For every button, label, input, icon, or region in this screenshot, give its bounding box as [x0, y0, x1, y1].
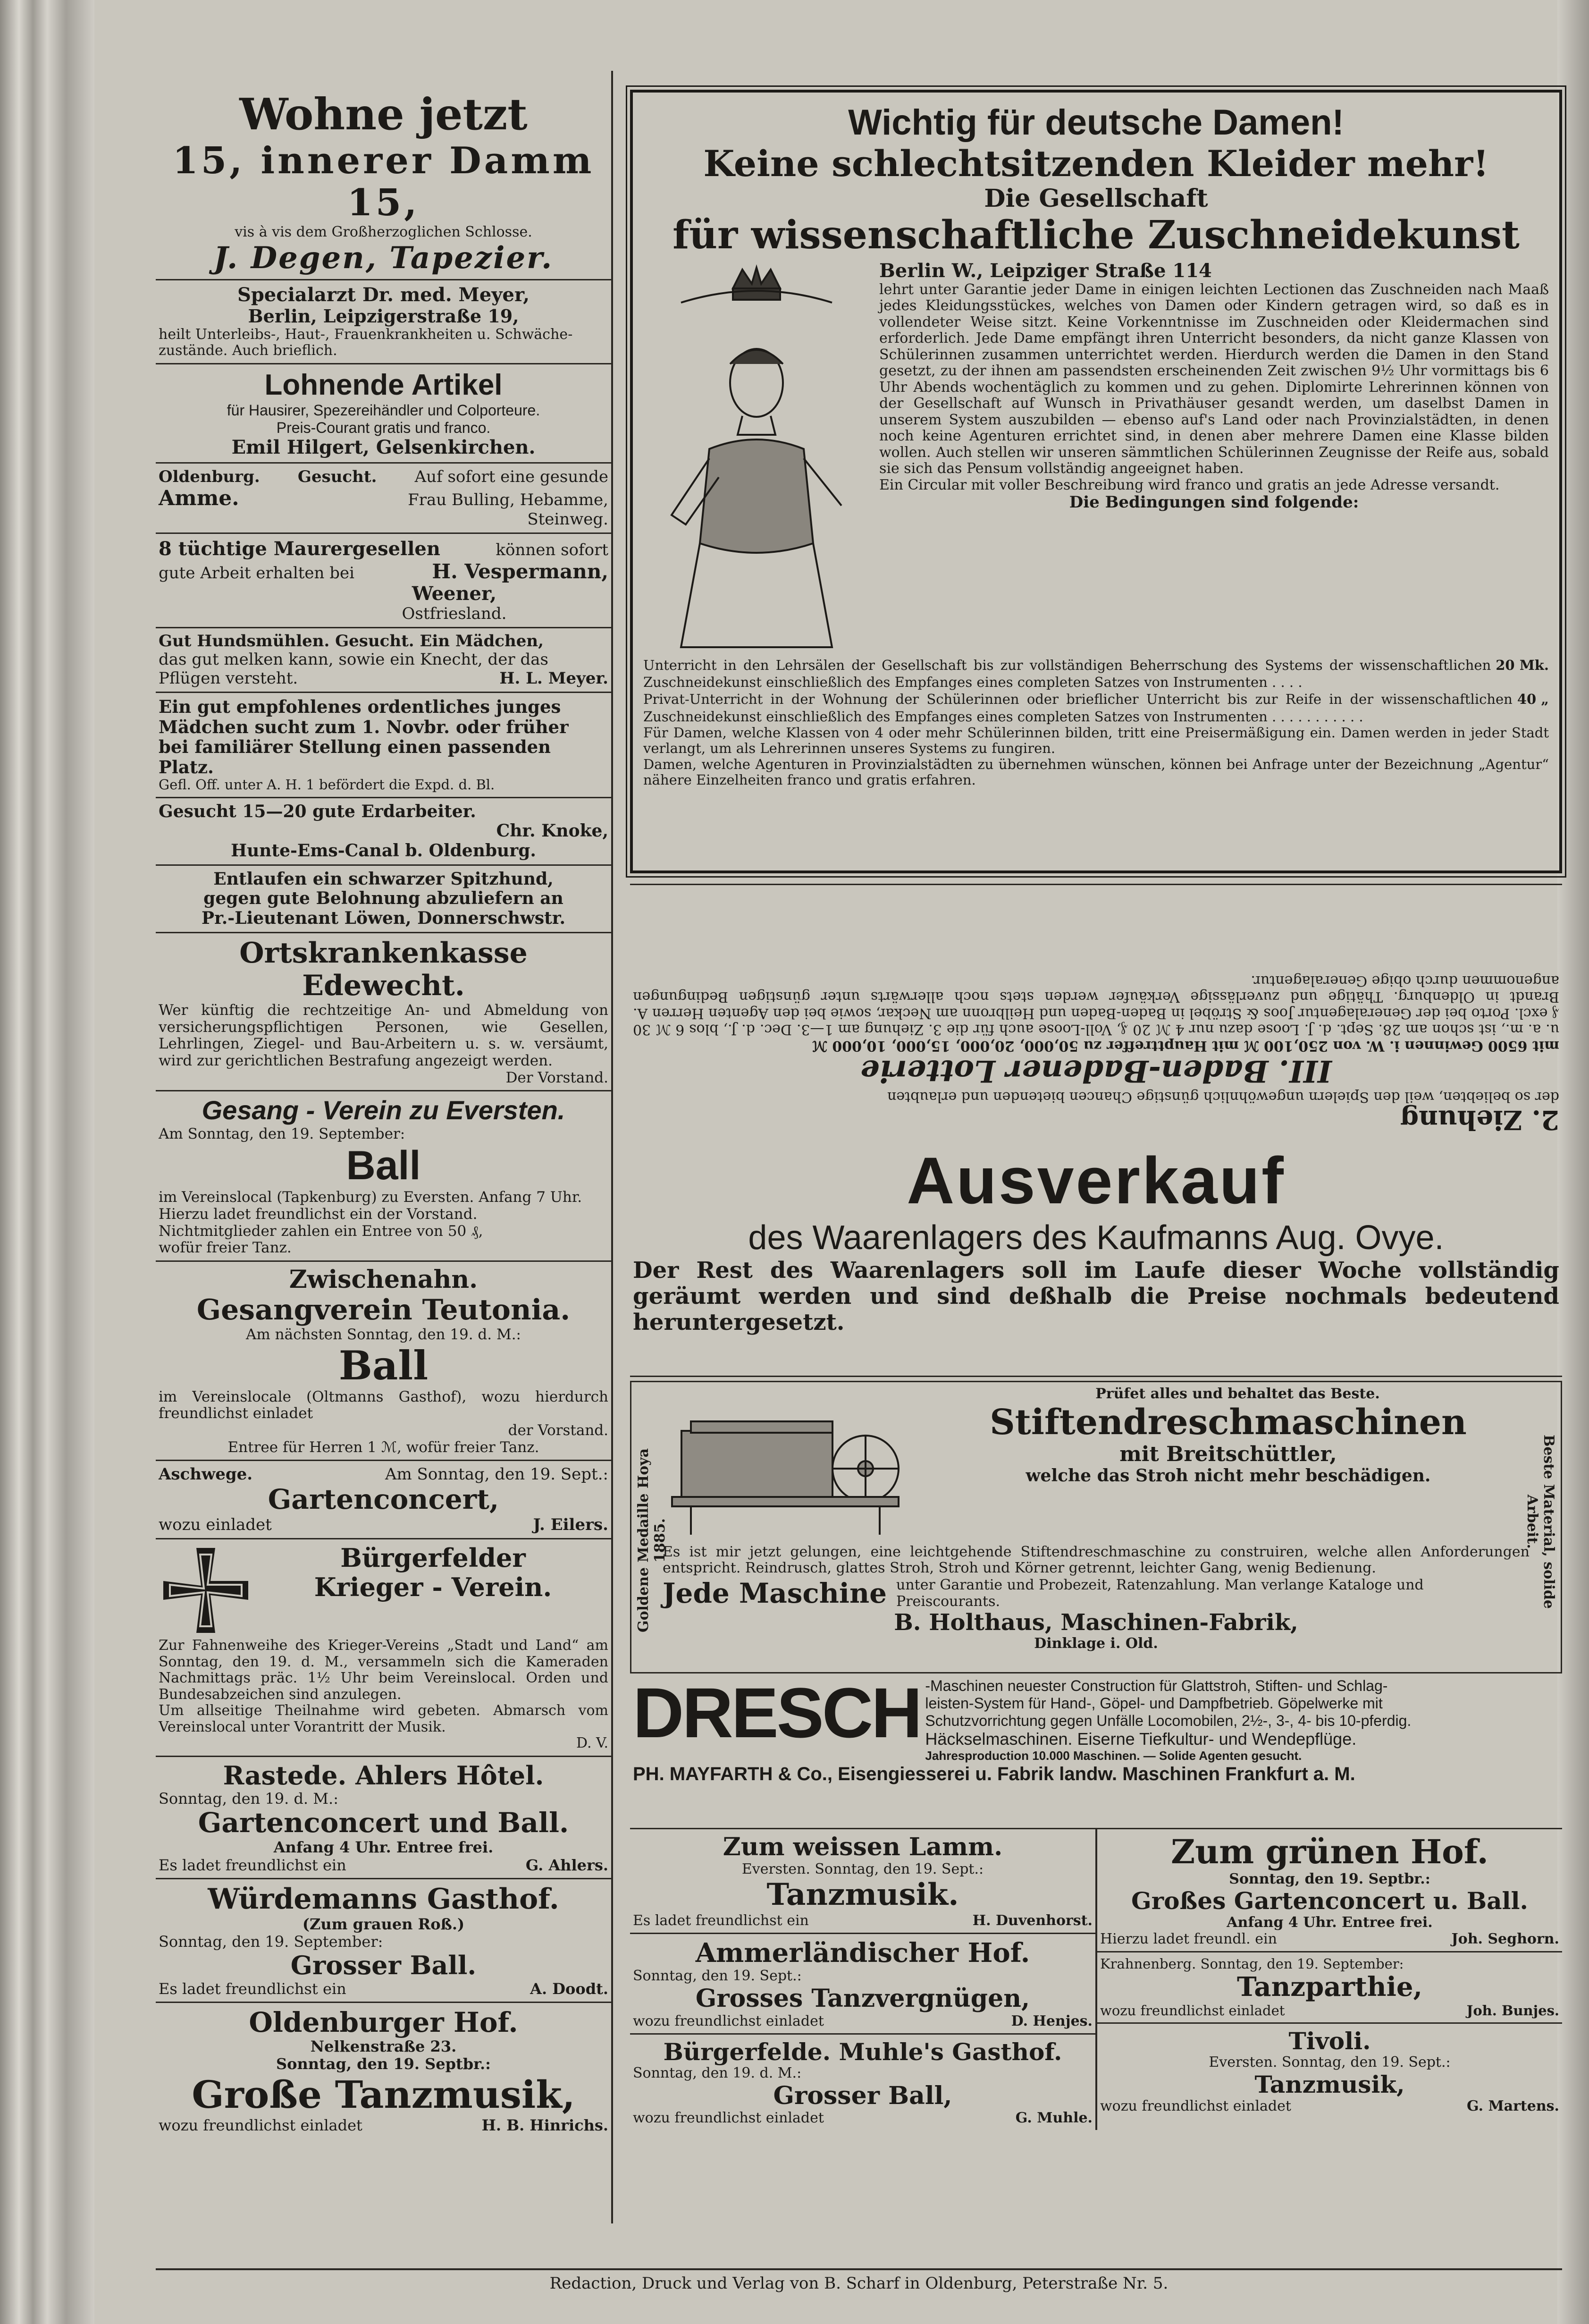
text: im Vereinslocal (Tapkenburg) zu Eversten. Anfang 7 Uhr. — [159, 1189, 582, 1206]
text: Hunte-Ems-Canal b. Oldenburg. — [231, 840, 536, 861]
text: Dinklage i. Old. — [1034, 1635, 1158, 1652]
text: gute Arbeit erhalten bei — [159, 563, 354, 583]
ad-subtitle: des Waarenlagers des Kaufmanns Aug. Ovye. — [748, 1219, 1444, 1257]
text: Die Bedingungen sind folgende: — [1069, 493, 1359, 512]
text: Hierzu ladet freundlichst ein der Vorstand. — [159, 1205, 478, 1223]
ad-event: Gartenconcert und Ball. — [198, 1807, 569, 1839]
text: Gefl. Off. unter A. H. 1 befördert die Expd. d. Bl. — [159, 777, 495, 793]
text: Sonntag, den 19. Septbr.: — [1229, 1870, 1430, 1887]
ad-title: Lohnende Artikel — [264, 368, 503, 401]
ad-title: Bürgerfelde. Muhle's Gasthof. — [663, 2037, 1062, 2066]
text: Prüfet alles und behaltet das Beste. — [1095, 1386, 1380, 1402]
text-line: Specialarzt Dr. med. Meyer, — [237, 284, 530, 306]
text: Krahnenberg. Sonntag, den 19. September: — [1100, 1956, 1404, 1972]
ad-name: J. Degen, Tapezier. — [213, 240, 554, 276]
bottom-right-subcolumn — [1097, 1829, 1562, 2130]
ad-gesangverein — [156, 1091, 611, 1261]
ad-gut — [156, 628, 611, 693]
ad-wuerdemann — [156, 1879, 611, 2003]
ad-event: Tanzmusik, — [1254, 2070, 1405, 2098]
ad-title: III. Baden-Badener Lotterie — [860, 1053, 1332, 1089]
ad-aschwege — [156, 1461, 611, 1539]
ad-weisses-lamm — [630, 1829, 1095, 1934]
ad-gruener-hof — [1097, 1829, 1562, 1952]
ad-event: Gartenconcert, — [268, 1483, 499, 1516]
ad-title: Rastede. Ahlers Hôtel. — [223, 1760, 544, 1791]
ad-stiftendresch — [630, 1381, 1562, 1673]
ad-event: Tanzparthie, — [1236, 1971, 1423, 2003]
text: PH. MAYFARTH & Co., Eisengiesserei u. Fabrik landw. Maschinen Frankfurt a. M. — [633, 1763, 1355, 1784]
price: 40 „ — [1517, 691, 1549, 708]
text: Entlaufen ein schwarzer Spitzhund, — [213, 869, 554, 889]
text: Chr. Knoke, — [496, 821, 608, 841]
text: Ein Circular mit voller Beschreibung wird franco und gratis an jede Adresse versandt. — [879, 476, 1500, 493]
ad-event: Tanzmusik. — [766, 1877, 959, 1913]
text: Mädchen sucht zum 1. Novbr. oder früher — [159, 716, 569, 737]
text: Ostfriesland. — [402, 604, 507, 623]
text: D. V. — [576, 1735, 608, 1752]
text: Für Damen, welche Klassen von 4 oder mehr Schülerinnen bilden, tritt eine Preisermäßigung ein. Damen werden in jeder Stadt verlangt, um als Lehrerinnen unseres Systems zu fungiren. — [643, 724, 1549, 757]
text-line: Emil Hilgert, Gelsenkirchen. — [231, 436, 536, 458]
ad-subtitle: vis à vis dem Großherzoglichen Schlosse. — [235, 224, 532, 241]
text: Pr.-Lieutenant Löwen, Donnerschwstr. — [202, 908, 565, 928]
text: wozu freundlichst einladet — [633, 2012, 824, 2029]
text: Jede Maschine — [663, 1577, 887, 1609]
text: Am Sonntag, den 19. Sept.: — [385, 1465, 608, 1484]
text: Es ladet freundlichst ein — [633, 1912, 809, 1929]
text: Ein gut empfohlenes ordentliches junges — [159, 696, 561, 718]
ad-title: Stiftendreschmaschinen — [990, 1402, 1467, 1443]
text: Gesucht 15—20 gute Erdarbeiter. — [159, 801, 476, 821]
ad-rastede — [156, 1757, 611, 1879]
text: Berlin W., Leipziger Straße 114 — [879, 259, 1212, 282]
ad-zwischenahn — [156, 1262, 611, 1462]
ad-event: Großes Gartenconcert u. Ball. — [1131, 1887, 1528, 1915]
text: Es ladet freundlichst ein — [159, 1856, 346, 1874]
ad-title: Bürgerfelder — [340, 1543, 526, 1573]
text-line: heilt Unterleibs-, Haut-, Frauenkrankheiten u. Schwäche- — [159, 326, 573, 343]
ad-title: Ortskrankenkasse Edewecht. — [239, 937, 528, 1003]
text: Sonntag, den 19. d. M.: — [633, 2065, 802, 2082]
ad-title: Ammerländischer Hof. — [695, 1937, 1030, 1969]
text: -Maschinen neuester Construction für Glattstroh, Stiften- und Schlag- — [925, 1677, 1388, 1694]
imprint-footer — [156, 2268, 1562, 2293]
text: Aschwege. — [159, 1465, 253, 1484]
ad-title: Ausverkauf — [907, 1143, 1286, 1217]
ad-title: Oldenburger Hof. — [249, 2006, 518, 2038]
text: Nelkenstraße 23. — [310, 2037, 457, 2056]
ad-event: Ball — [338, 1342, 429, 1389]
text: Frau Bulling, Hebamme, — [408, 490, 608, 509]
ad-title: Wohne jetzt — [239, 89, 528, 140]
text: welche das Stroh nicht mehr beschädigen. — [1026, 1466, 1431, 1486]
text: wozu freundlichst einladet — [1100, 2098, 1291, 2115]
bottom-left-subcolumn — [630, 1829, 1097, 2130]
text: G. Muhle. — [1015, 2110, 1093, 2127]
text: Es ist mir jetzt gelungen, eine leichtgehende Stiftendreschmaschine zu construiren, welche allen Anforderungen entspricht. Reindrusch, glattes Stroh, Stroh und Körner getrennt, leichter Gang, wenig Bedienung. — [663, 1543, 1530, 1576]
threshing-machine-illustration — [663, 1403, 927, 1544]
text: Wer künftig die rechtzeitige An- und Abmeldung von versicherungspflichtigen Personen, wie Gesellen, Lehrlingen, Ziegel- und Bau-Arbeitern u. s. w. versäumt, wird zur gerichtlichen Bestrafung angezeigt werden. — [159, 1002, 608, 1070]
book-spine — [0, 0, 94, 2324]
text: mit Breitschüttler, — [1119, 1442, 1337, 1466]
text: Pflügen versteht. — [159, 669, 298, 688]
text: Um allseitige Theilnahme wird gebeten. Abmarsch vom Vereinslocal unter Vorantritt der Musik. — [159, 1702, 608, 1735]
ad-muhles-gasthof — [630, 2035, 1095, 2130]
text: Oldenburg. — [159, 467, 260, 486]
text: G. Ahlers. — [525, 1856, 608, 1874]
text: A. Doodt. — [530, 1979, 608, 1998]
text: Entree für Herren 1 ℳ, wofür freier Tanz. — [227, 1438, 539, 1456]
text-line: Preis-Courant gratis und franco. — [276, 419, 491, 437]
ad-address: 15, innerer Damm 15, — [172, 139, 595, 225]
text: Sonntag, den 19. Sept.: — [633, 1968, 802, 1985]
text: Sonntag, den 19. d. M.: — [159, 1789, 338, 1808]
text: der so beliebten, weil den Spielern ungewöhnlich günstige Chancen bietenden und erlaubten — [887, 1088, 1559, 1105]
text: H. Duvenhorst. — [972, 1912, 1093, 1929]
text: unter Garantie und Probezeit, Ratenzahlung. Man verlange Kataloge und Preiscourants. — [896, 1576, 1424, 1610]
text: B. Holthaus, Maschinen-Fabrik, — [894, 1609, 1298, 1636]
ad-event: Ball — [346, 1143, 421, 1189]
text: G. Martens. — [1467, 2098, 1559, 2115]
text: Eversten. Sonntag, den 19. Sept.: — [741, 1860, 984, 1877]
text: im Vereinslocale (Oltmanns Gasthof), wozu hierdurch freundlichst einladet — [159, 1388, 608, 1422]
ad-headline: Keine schlechtsitzenden Kleider mehr! — [703, 143, 1489, 185]
text: wozu einladet — [159, 1515, 272, 1535]
ad-title: 2. Ziehung — [1400, 1104, 1559, 1135]
text: J. Eilers. — [533, 1515, 608, 1535]
text-line: Berlin, Leipzigerstraße 19, — [248, 305, 519, 327]
text: Joh. Bunjes. — [1466, 2002, 1559, 2019]
ad-ammerlaendischer-hof — [630, 1934, 1095, 2035]
text: gegen gute Belohnung abzuliefern an — [203, 888, 563, 909]
right-column — [630, 90, 1562, 2130]
ad-title: Gesang - Verein zu Eversten. — [202, 1095, 565, 1125]
text: Der Rest des Waarenlagers soll im Laufe dieser Woche vollständig geräumt werden und sind deßhalb die Preise nochmals bedeutend heruntergesetzt. — [633, 1257, 1559, 1336]
ad-erdarbeiter — [156, 798, 611, 866]
text: können sofort — [496, 540, 608, 559]
text: Sonntag, den 19. Septbr.: — [276, 2055, 491, 2073]
ad-tivoli — [1097, 2024, 1562, 2119]
text: Nichtmitglieder zahlen ein Entree von 50 ₰, — [159, 1222, 483, 1240]
ad-ortskrankenkasse — [156, 933, 611, 1091]
text: wozu freundlichst einladet — [1100, 2002, 1285, 2019]
ad-dresch — [630, 1673, 1562, 1829]
text-line: für Hausirer, Spezereihändler und Colporteure. — [227, 402, 540, 419]
text: D. Henjes. — [1011, 2012, 1093, 2029]
text: Schutzvorrichtung gegen Unfälle Locomobilen, 2½-, 3-, 4- bis 10-pferdig. — [925, 1712, 1412, 1729]
text: Sonntag, den 19. September: — [159, 1932, 383, 1951]
ad-headline: für wissenschaftliche Zuschneidekunst — [673, 212, 1520, 258]
ad-wohne — [156, 71, 611, 280]
text: Der Vorstand. — [505, 1069, 608, 1086]
text: Zur Fahnenweihe des Krieger-Vereins „Stadt und Land“ am Sonntag, den 19. d. M., versammeln sich die Kameraden Nachmittags präc. 1½ Uhr beim Vereinslocal. Orden und Bundesabzeichen sind anzulegen. — [159, 1637, 608, 1703]
ad-spitzhund — [156, 866, 611, 933]
ad-title: Tivoli. — [1288, 2027, 1371, 2055]
lady-portrait-illustration — [643, 260, 879, 657]
ad-title: Würdemanns Gasthof. — [208, 1882, 559, 1916]
ad-amme — [156, 464, 611, 534]
text: mit 6500 Gewinnen i. W. von 250,100 ℳ mit Haupttreffer zu 50,000, 20,000, 15,000, 10,000 ℳ — [812, 1037, 1559, 1054]
text: Auf sofort eine gesunde — [414, 467, 608, 486]
text: leisten-System für Hand-, Göpel- und Dampfbetrieb. Göpelwerke mit — [925, 1694, 1383, 1712]
text: Weener, — [412, 582, 497, 605]
ad-title: DRESCH — [633, 1673, 921, 1752]
text: wozu freundlichst einladet — [633, 2110, 824, 2127]
ad-event: Grosses Tanzvergnügen, — [695, 1984, 1030, 2013]
text: (Zum grauen Roß.) — [302, 1915, 465, 1933]
text: Anfang 4 Uhr. Entree frei. — [273, 1838, 494, 1857]
text: H. Vespermann, — [432, 559, 608, 583]
text: Häckselmaschinen. Eiserne Tiefkultur- und Wendepflüge. — [925, 1729, 1357, 1749]
text: Anfang 4 Uhr. Entree frei. — [1227, 1914, 1433, 1931]
text: Platz. — [159, 756, 214, 777]
ad-lotterie — [630, 884, 1562, 1139]
ad-krieger-verein — [156, 1539, 611, 1757]
text: Es ladet freundlichst ein — [159, 1979, 346, 1998]
text: bei familiärer Stellung einen passenden — [159, 736, 551, 758]
ad-maurer — [156, 534, 611, 628]
ad-maedchen — [156, 693, 611, 798]
ad-headline: Wichtig für deutsche Damen! — [848, 102, 1344, 143]
ad-ausverkauf — [630, 1139, 1562, 1377]
imprint-text: Redaction, Druck und Verlag von B. Scharf in Oldenburg, Peterstraße Nr. 5. — [549, 2274, 1169, 2293]
ad-event: Große Tanzmusik, — [192, 2072, 575, 2117]
ad-event: Grosser Ball, — [773, 2081, 952, 2110]
text: lehrt unter Garantie jeder Dame in einigen leichten Lectionen das Zuschneiden nach Maaß jedes Kleidungsstückes, welches von Damen oder Kindern getragen wird, so daß es in vollendeter Weise sitzt. Keine Vorkenntnisse im Zuschneiden oder Kleidermachen sind erforderlich. Jede Dame empfängt ihren Unterricht besonders, da nicht ganze Klassen von Schülerinnen zusammen unterrichtet werden. Hierdurch werden die Damen in den Stand gesetzt, zu der ihnen am passendsten erscheinenden Zeit zwischen 9½ Uhr vormittags bis 6 Uhr Abends wochentäglich zu kommen und zu gehen. Diplomirte Lehrerinnen können von der Gesellschaft auf Wunsch in Privathäuser gesandt werden, um daselbst Damen in unserem System auszubilden — ebenso auf's Land oder nach Provinzialstädten, in denen noch keine Agenturen errichtet sind, in denen aber mehrere Damen eine Klasse bilden wollen. Auch stellen wir unseren sämmtlichen Schülerinnen Zeugnisse der Reife aus, sobald sie sich das Pensum vollständig angeeignet haben. — [879, 281, 1549, 477]
text: Steinweg. — [527, 509, 608, 529]
text: Hierzu ladet freundl. ein — [1100, 1931, 1277, 1947]
text: Eversten. Sonntag, den 19. Sept.: — [1209, 2054, 1451, 2071]
ad-oldenburger-hof — [156, 2003, 611, 2138]
text: Damen, welche Agenturen in Provinzialstädten zu übernehmen wünschen, können bei Anfrage unter der Bezeichnung „Agentur“ nähere Einzelheiten franco und gratis erfahren. — [643, 756, 1549, 788]
text: Privat-Unterricht in der Wohnung der Schülerinnen oder brieflicher Unterricht bis zur Reife in der wissenschaftlichen Zuschneidekunst einschließlich des Empfanges eines completen Satzes von Instrumenten . . . . . . . . . . . — [643, 691, 1513, 725]
text: wofür freier Tanz. — [159, 1239, 292, 1257]
ad-headline: Die Gesellschaft — [984, 184, 1208, 213]
ad-event: Grosser Ball. — [290, 1950, 477, 1980]
text: Joh. Seghorn. — [1451, 1931, 1559, 1947]
ad-title: Zum grünen Hof. — [1171, 1832, 1488, 1871]
side-text: Beste Material, solide Arbeit. — [1524, 1434, 1557, 1609]
text: der Vorstand. — [508, 1422, 608, 1439]
text: Am nächsten Sonntag, den 19. d. M.: — [245, 1326, 521, 1343]
iron-cross-icon — [159, 1543, 258, 1638]
text: das gut melken kann, sowie ein Knecht, der das — [159, 650, 548, 669]
text: u. a. m., ist schon am 28. Sept. d. J. Loose dazu nur 4 ℳ 20 ₰, Voll-Loose auch für die 3. Ziehung am 1—3. Dec. d. J., blos 6 ℳ 30 ₰ excl. Porto bei der Generalagentur Joos & Ströbel in Baden-Baden und Heilbronn am Neckar, sowie bei den Agenten Herren A. Brandt in Oldenburg. Thätige und zuverlässige Verkäufer werden stets noch allerwärts unter günstigen Bedingungen angenommen durch obige Generalagentur. — [633, 972, 1559, 1038]
ad-lohnende — [156, 364, 611, 464]
text: H. B. Hinrichs. — [481, 2116, 608, 2134]
text: Am Sonntag, den 19. September: — [159, 1125, 405, 1142]
text: H. L. Meyer. — [499, 669, 608, 688]
text: Amme. — [159, 486, 239, 510]
page-edge — [1557, 0, 1589, 2324]
ad-spezialarzt — [156, 280, 611, 364]
ad-damen — [630, 90, 1562, 873]
text: Gut Hundsmühlen. Gesucht. Ein Mädchen, — [159, 632, 544, 651]
text: wozu freundlichst einladet — [159, 2116, 362, 2134]
side-text: Goldene Medaille Hoya 1885. — [635, 1448, 668, 1633]
text: Jahresproduction 10.000 Maschinen. — Solide Agenten gesucht. — [925, 1748, 1302, 1763]
left-column — [156, 71, 613, 2223]
text: 8 tüchtige Maurergesellen — [159, 537, 440, 560]
bottom-adverts — [630, 1829, 1562, 2130]
ad-krahnenberg — [1097, 1952, 1562, 2024]
price: 20 Mk. — [1496, 657, 1549, 673]
ad-title: Gesangverein Teutonia. — [196, 1293, 571, 1327]
ad-title: Zum weissen Lamm. — [723, 1833, 1003, 1861]
text-line: zustände. Auch brieflich. — [159, 342, 337, 359]
text: Gesucht. — [297, 467, 377, 486]
text: Unterricht in den Lehrsälen der Gesellschaft bis zur vollständigen Beherrschung des Systems der wissenschaftlichen Zuschneidekunst einschließlich des Empfanges eines completen Satzes von Instrumenten . . . . — [643, 657, 1491, 691]
ad-title: Zwischenahn. — [289, 1265, 478, 1294]
ad-title: Krieger - Verein. — [314, 1572, 552, 1603]
